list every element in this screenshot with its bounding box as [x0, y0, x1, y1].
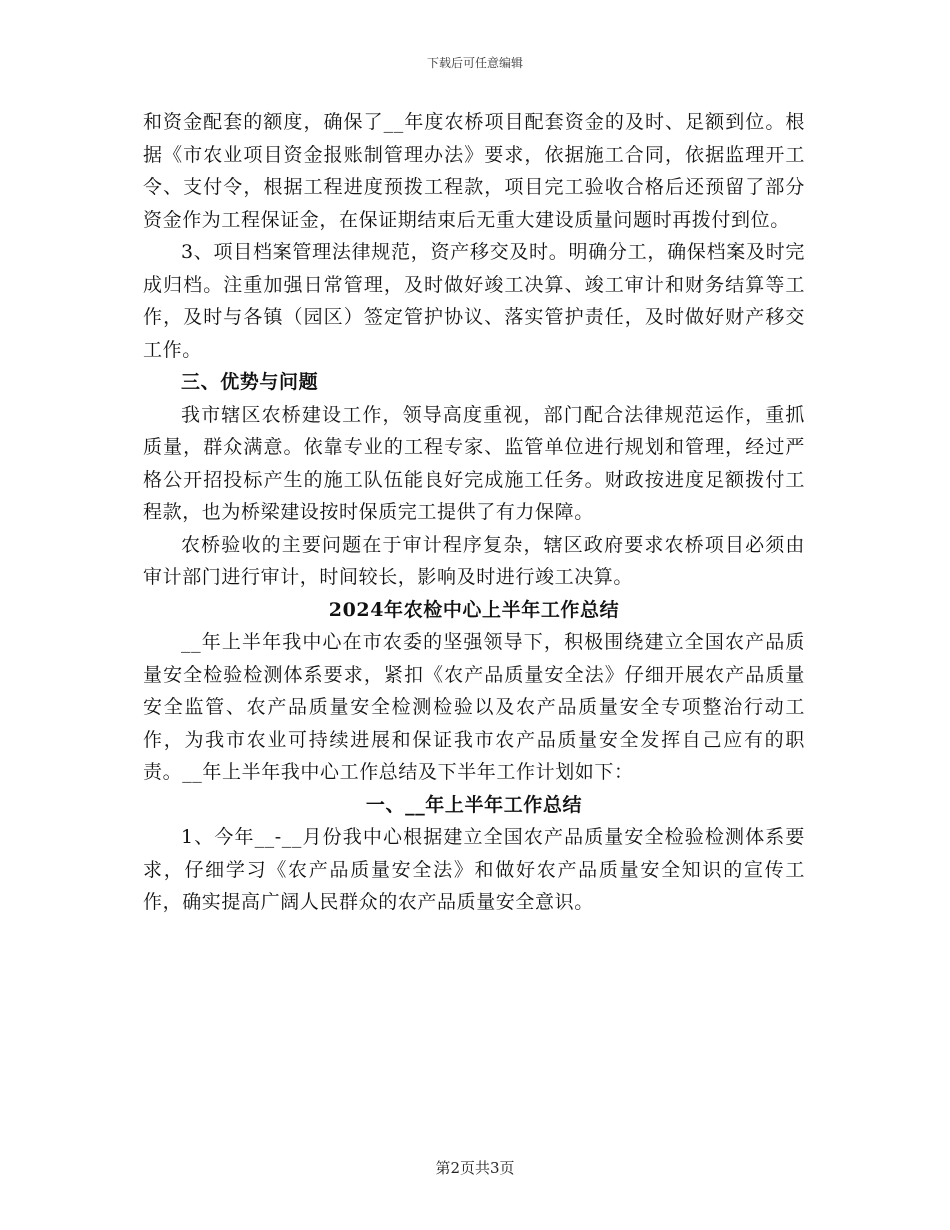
- document-title: 2024年农检中心上半年工作总结: [328, 598, 620, 621]
- document-body: [143, 106, 805, 919]
- page-header: 下载后可任意编辑: [426, 56, 523, 70]
- paragraph-item-1: 1、今年__-__月份我中心根据建立全国农产品质量安全检验检测体系要求，仔细学习《农产品质量安全法》和做好农产品质量安全知识的宣传工作，确实提高广阔人民群众的农产品质量安全意识。: [143, 826, 805, 913]
- section-heading-advantages: 三、优势与问题: [181, 371, 319, 393]
- paragraph-problems: 农桥验收的主要问题在于审计程序复杂，辖区政府要求农桥项目必须由审计部门进行审计，时间较长，影响及时进行竣工决算。: [143, 533, 805, 588]
- page-number: 第2页共3页: [435, 1159, 515, 1177]
- paragraph-funding: 和资金配套的额度，确保了__年度农桥项目配套资金的及时、足额到位。根据《市农业项目资金报账制管理办法》要求，依据施工合同，依据监理开工令、支付令，根据工程进度预拨工程款，项目完工验收合格后还预留了部分资金作为工程保证金，在保证期结束后无重大建设质量问题时再拨付到位。: [143, 111, 805, 231]
- paragraph-archive-management: 3、项目档案管理法律规范，资产移交及时。明确分工，确保档案及时完成归档。注重加强日常管理，及时做好竣工决算、竣工审计和财务结算等工作，及时与各镇（园区）签定管护协议、落实管护责任，及时做好财产移交工作。: [143, 241, 805, 361]
- paragraph-intro: __年上半年我中心在市农委的坚强领导下，积极围绕建立全国农产品质量安全检验检测体系要求，紧扣《农产品质量安全法》仔细开展农产品质量安全监管、农产品质量安全检测检验以及农产品质量安全专项整治行动工作，为我市农业可持续进展和保证我市农产品质量安全发挥自己应有的职责。__年上半年我中心工作总结及下半年工作计划如下：: [143, 631, 805, 783]
- paragraph-advantages: 我市辖区农桥建设工作，领导高度重视，部门配合法律规范运作，重抓质量，群众满意。依靠专业的工程专家、监管单位进行规划和管理，经过严格公开招投标产生的施工队伍能良好完成施工任务。财政按进度足额拨付工程款，也为桥梁建设按时保质完工提供了有力保障。: [143, 403, 805, 523]
- section-heading-summary: 一、__年上半年工作总结: [365, 793, 583, 816]
